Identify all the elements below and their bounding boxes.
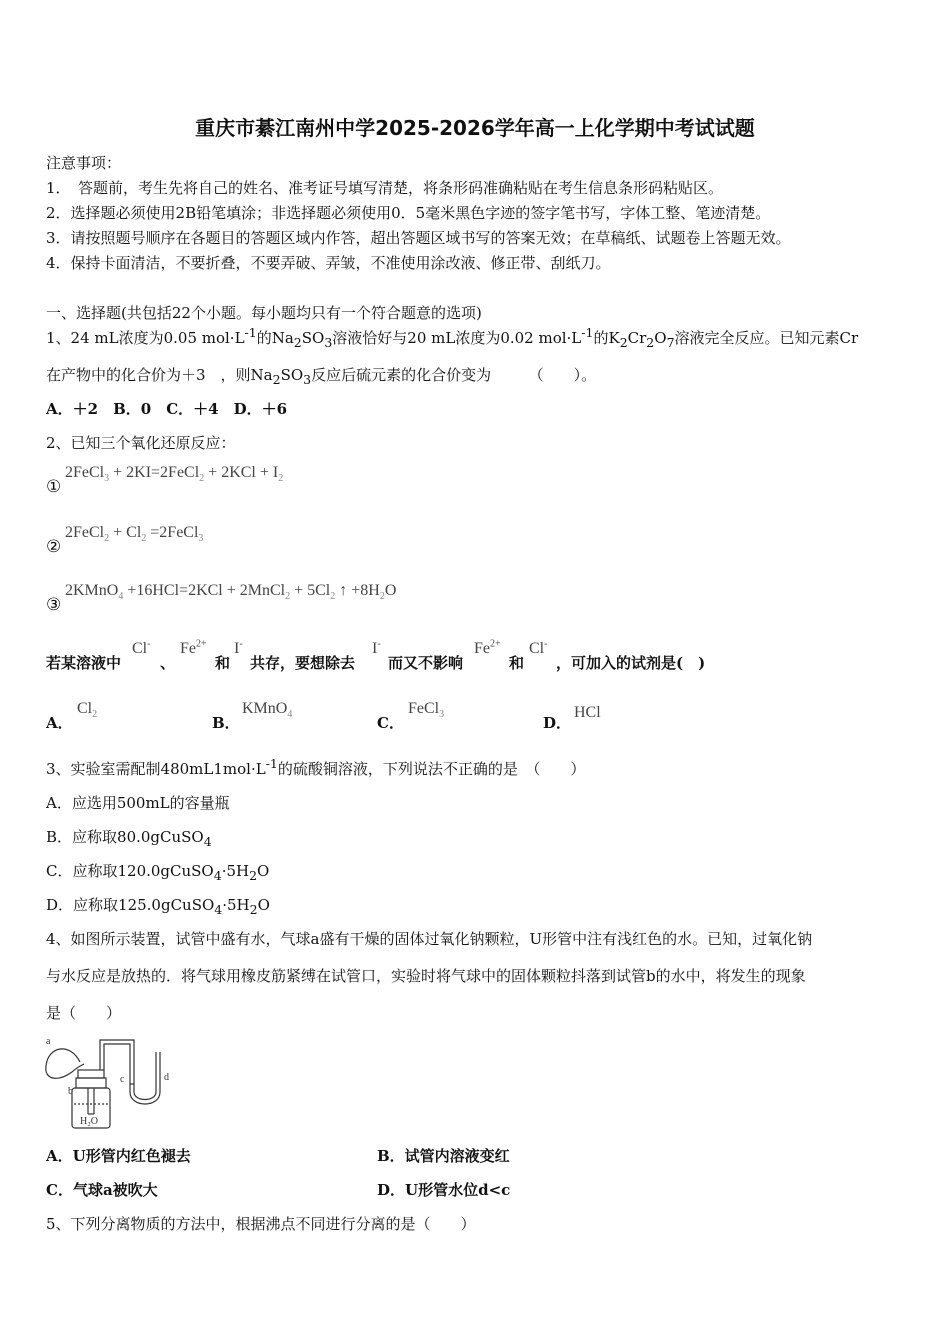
reaction-2-equation: 2FeCl$_2$ + $Cl_2$ =2FeCl$_3$ bbox=[65, 524, 204, 545]
question-2-ask-text: 共存，要想除去 bbox=[250, 654, 356, 672]
stopper bbox=[78, 1070, 104, 1078]
notice-item: 3．请按照题号顺序在各题目的答题区域内作答，超出答题区域书写的答案无效；在草稿纸、试题卷上答题无效。 bbox=[46, 229, 791, 247]
option-a-formula: $Cl_2$ bbox=[77, 700, 98, 721]
option-letter: D． bbox=[543, 714, 572, 732]
question-3-option-d: D．应称取$125.0gCuSO_4\cdot 5H_2O$ bbox=[46, 896, 270, 917]
question-1-line-2: 在产物中的化合价为＋3 ，则$Na_2SO_3$反应后硫元素的化合价变为 （ ）。 bbox=[46, 366, 597, 387]
ferrous-ion: $Fe^{2+}$ bbox=[474, 638, 501, 657]
section-heading: 一、选择题(共包括22个小题。每小题均只有一个符合题意的选项) bbox=[46, 304, 482, 322]
question-4-option-c: C．气球a被吹大 bbox=[46, 1181, 158, 1199]
question-2-ask-text: 和 bbox=[215, 654, 231, 672]
option-c-formula: FeCl$_3$ bbox=[408, 700, 445, 721]
question-4-line-1: 4、如图所示装置，试管中盛有水，气球a盛有干燥的固体过氧化钠颗粒，U形管中注有浅红色的水。已知，过氧化钠 bbox=[46, 930, 813, 948]
question-3-stem: 3、实验室需配制$480mL1mol\cdot L^{-1}$的硫酸铜溶液，下列说法不正确的是 （ ） bbox=[46, 756, 586, 778]
reaction-1-equation: 2FeCl$_3$ + 2KI=2FeCl$_2$ + $2KCl + I_2$ bbox=[65, 464, 284, 485]
question-2-stem: 2、已知三个氧化还原反应： bbox=[46, 434, 236, 452]
page-title: 重庆市綦江南州中学2025-2026学年高一上化学期中考试试题 bbox=[195, 116, 755, 140]
question-2-ask-text: ，可加入的试剂是( ) bbox=[556, 654, 706, 672]
label-h2o: H₂O bbox=[80, 1116, 98, 1127]
label-a: a bbox=[46, 1036, 51, 1047]
question-4-line-2: 与水反应是放热的．将气球用橡皮筋紧缚在试管口，实验时将气球中的固体颗粒抖落到试管b的水中，将发生的现象 bbox=[46, 967, 806, 985]
iodide-ion: I- bbox=[372, 638, 381, 657]
question-3-option-b: B．应称取80.0gCuSO$_4$ bbox=[46, 828, 212, 849]
question-1-line-1: 1、24 mL浓度为0.05 $mol\cdot L^{-1}$的$Na_2SO_3$溶液恰好与20 mL浓度为0.02 $mol\cdot L^{-1}$的$K_2Cr_2O_7$溶液完全反应。已知元素Cr bbox=[46, 325, 859, 350]
iodide-ion: I- bbox=[234, 638, 243, 657]
option-letter: A． bbox=[46, 714, 73, 732]
reaction-label: ① bbox=[46, 477, 62, 497]
question-2-ask-text: 、 bbox=[160, 654, 176, 672]
ferrous-ion: $Fe^{2+}$ bbox=[180, 638, 207, 657]
chloride-ion: Cl- bbox=[529, 638, 548, 657]
question-1-options: A．＋2 B．0 C．＋4 D．＋6 bbox=[46, 400, 288, 418]
option-b-formula: KMnO$_4$ bbox=[242, 700, 293, 721]
question-3-option-c: C．应称取$120.0gCuSO_4\cdot 5H_2O$ bbox=[46, 862, 270, 883]
reaction-3-equation: 2KMnO$_4$ +16HCl=2KCl + 2MnCl$_2$ + $5Cl_2$ ↑ $+8H_2O$ bbox=[65, 582, 397, 603]
option-d-formula: HCl bbox=[574, 704, 601, 721]
question-3-option-a: A．应选用500mL的容量瓶 bbox=[46, 794, 230, 812]
question-2-ask-text: 而又不影响 bbox=[388, 654, 464, 672]
question-2-ask-text: 若某溶液中 bbox=[46, 654, 122, 672]
question-5-stem: 5、下列分离物质的方法中，根据沸点不同进行分离的是（ ） bbox=[46, 1215, 476, 1233]
notice-item: 1． 答题前，考生先将自己的姓名、准考证号填写清楚，将条形码准确粘贴在考生信息条形码粘贴区。 bbox=[46, 179, 724, 197]
notice-heading: 注意事项： bbox=[46, 154, 122, 172]
reaction-label: ② bbox=[46, 537, 62, 557]
chloride-ion: Cl- bbox=[132, 638, 151, 657]
label-c: c bbox=[120, 1074, 125, 1085]
reaction-label: ③ bbox=[46, 595, 62, 615]
question-4-option-d: D．U形管水位d<c bbox=[377, 1181, 511, 1199]
option-letter: B． bbox=[212, 714, 240, 732]
label-d: d bbox=[164, 1072, 169, 1083]
label-b: b bbox=[68, 1086, 73, 1097]
question-4-option-a: A．U形管内红色褪去 bbox=[46, 1147, 191, 1165]
notice-item: 4．保持卡面清洁，不要折叠，不要弄破、弄皱，不准使用涂改液、修正带、刮纸刀。 bbox=[46, 254, 611, 272]
question-4-line-3: 是（ ） bbox=[46, 1004, 122, 1022]
apparatus-figure bbox=[42, 1032, 182, 1132]
question-2-ask-text: 和 bbox=[509, 654, 525, 672]
notice-item: 2．选择题必须使用2B铅笔填涂；非选择题必须使用0．5毫米黑色字迹的签字笔书写，字体工整、笔迹清楚。 bbox=[46, 204, 771, 222]
bottle-neck bbox=[76, 1078, 106, 1088]
option-letter: C． bbox=[377, 714, 404, 732]
question-4-option-b: B．试管内溶液变红 bbox=[377, 1147, 510, 1165]
